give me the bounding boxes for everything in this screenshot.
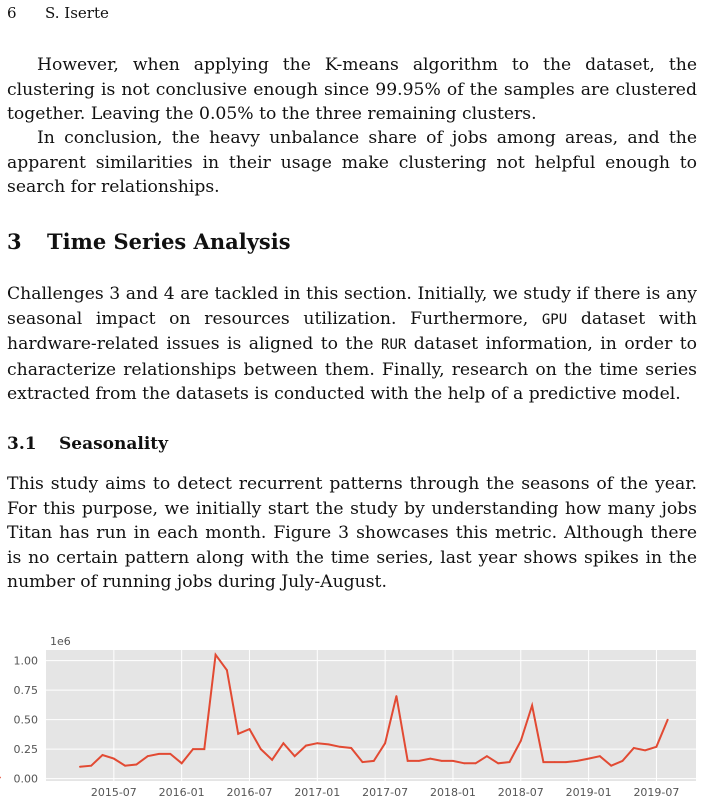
data-point xyxy=(407,760,409,762)
data-point xyxy=(124,765,126,767)
data-point xyxy=(373,760,375,762)
data-point xyxy=(475,762,477,764)
code-rur: RUR xyxy=(381,337,407,353)
paragraph-challenges-text-a: Challenges 3 and 4 are tackled in this section. Initially, we study if there is any seasonal impact on resources utilization. Furthermore, xyxy=(7,284,697,329)
data-point xyxy=(656,746,658,748)
data-point xyxy=(350,747,352,749)
author-name: S. Iserte xyxy=(45,4,109,22)
jobs-per-month-chart xyxy=(0,630,704,802)
data-point xyxy=(463,762,465,764)
data-point xyxy=(237,733,239,735)
section-heading xyxy=(7,229,291,254)
data-point xyxy=(102,754,104,756)
page-number: 6 xyxy=(7,4,17,22)
data-point xyxy=(169,753,171,755)
data-point xyxy=(90,765,92,767)
data-point xyxy=(452,760,454,762)
section-number: 3 xyxy=(7,229,22,254)
paragraph-seasonality: This study aims to detect recurrent patterns through the seasons of the year. For this purpose, we initially start the study by understanding how many jobs Titan has run in each month. Figure 3 showcases this metric. Although there is no certain pattern along with the time series, last year shows spikes in the number of running jobs during July-August. xyxy=(7,474,697,592)
x-tick-labels xyxy=(91,786,680,799)
data-point xyxy=(339,746,341,748)
paragraph-challenges-text-c: dataset information, in order to characterize relationships between them. Finally, research on the time series extracted from the datasets is conducted with the help of a predictive model. xyxy=(7,334,697,404)
data-point xyxy=(429,758,431,760)
x-tick-label: 2017-07 xyxy=(362,786,409,799)
x-tick-label: 2017-01 xyxy=(294,786,341,799)
y-tick-labels xyxy=(14,655,39,786)
subsection-title: Seasonality xyxy=(59,434,169,454)
x-tick-label: 2018-01 xyxy=(429,786,476,799)
x-tick-label: 2019-07 xyxy=(633,786,680,799)
y-scale-label: 1e6 xyxy=(50,635,71,648)
data-point xyxy=(294,755,296,757)
data-point xyxy=(79,766,81,768)
data-point xyxy=(441,760,443,762)
data-point xyxy=(249,728,251,730)
data-point xyxy=(543,761,545,763)
data-point xyxy=(0,777,1,779)
data-point xyxy=(396,695,398,697)
data-point xyxy=(384,742,386,744)
data-point xyxy=(622,760,624,762)
data-point xyxy=(486,755,488,757)
data-point xyxy=(531,705,533,707)
data-point xyxy=(599,755,601,757)
data-point xyxy=(158,753,160,755)
data-point xyxy=(147,755,149,757)
x-tick-label: 2016-07 xyxy=(226,786,273,799)
y-tick-label: 0.75 xyxy=(13,684,38,698)
data-point xyxy=(203,748,205,750)
paragraph-conclusion: In conclusion, the heavy unbalance share of jobs among areas, and the apparent similarities in their usage make clustering not helpful enough to search for relationships. xyxy=(7,128,697,197)
data-point xyxy=(667,719,669,721)
subsection-number: 3.1 xyxy=(7,434,37,454)
data-point xyxy=(283,742,285,744)
data-point xyxy=(113,758,115,760)
y-tick-label: 0.00 xyxy=(13,772,38,786)
running-head xyxy=(7,4,109,22)
paragraph-kmeans: However, when applying the K-means algorithm to the dataset, the clustering is not conclusive enough since 99.95% of the samples are clustered together. Leaving the 0.05% to the three remaining clusters. xyxy=(7,55,697,124)
data-point xyxy=(305,745,307,747)
data-point xyxy=(610,765,612,767)
y-tick-label: 0.50 xyxy=(13,713,38,727)
section-title: Time Series Analysis xyxy=(47,229,291,254)
data-point xyxy=(418,760,420,762)
data-point xyxy=(644,749,646,751)
y-tick-label: 0.25 xyxy=(13,743,38,757)
x-tick-label: 2018-07 xyxy=(497,786,544,799)
x-tick-label: 2015-07 xyxy=(90,786,137,799)
subsection-heading xyxy=(7,434,168,454)
data-point xyxy=(588,758,590,760)
data-point xyxy=(633,747,635,749)
data-point xyxy=(226,669,228,671)
data-point xyxy=(271,759,273,761)
y-tick-label: 1.00 xyxy=(13,654,38,668)
data-point xyxy=(136,764,138,766)
data-point xyxy=(554,761,556,763)
code-gpu: GPU xyxy=(541,311,568,328)
x-tick-label: 2016-01 xyxy=(158,786,205,799)
data-point xyxy=(520,740,522,742)
x-tick-label: 2019-01 xyxy=(565,786,612,799)
data-point xyxy=(260,748,262,750)
data-point xyxy=(215,654,217,656)
data-point xyxy=(192,748,194,750)
data-point xyxy=(316,742,318,744)
data-point xyxy=(362,761,364,763)
data-point xyxy=(565,761,567,763)
data-point xyxy=(181,762,183,764)
paragraph-challenges-text-b: dataset with hardware-related issues is aligned to the xyxy=(7,308,697,354)
data-point xyxy=(497,762,499,764)
data-point xyxy=(576,760,578,762)
paragraph-challenges xyxy=(7,282,697,407)
data-point xyxy=(509,761,511,763)
data-point xyxy=(328,744,330,746)
